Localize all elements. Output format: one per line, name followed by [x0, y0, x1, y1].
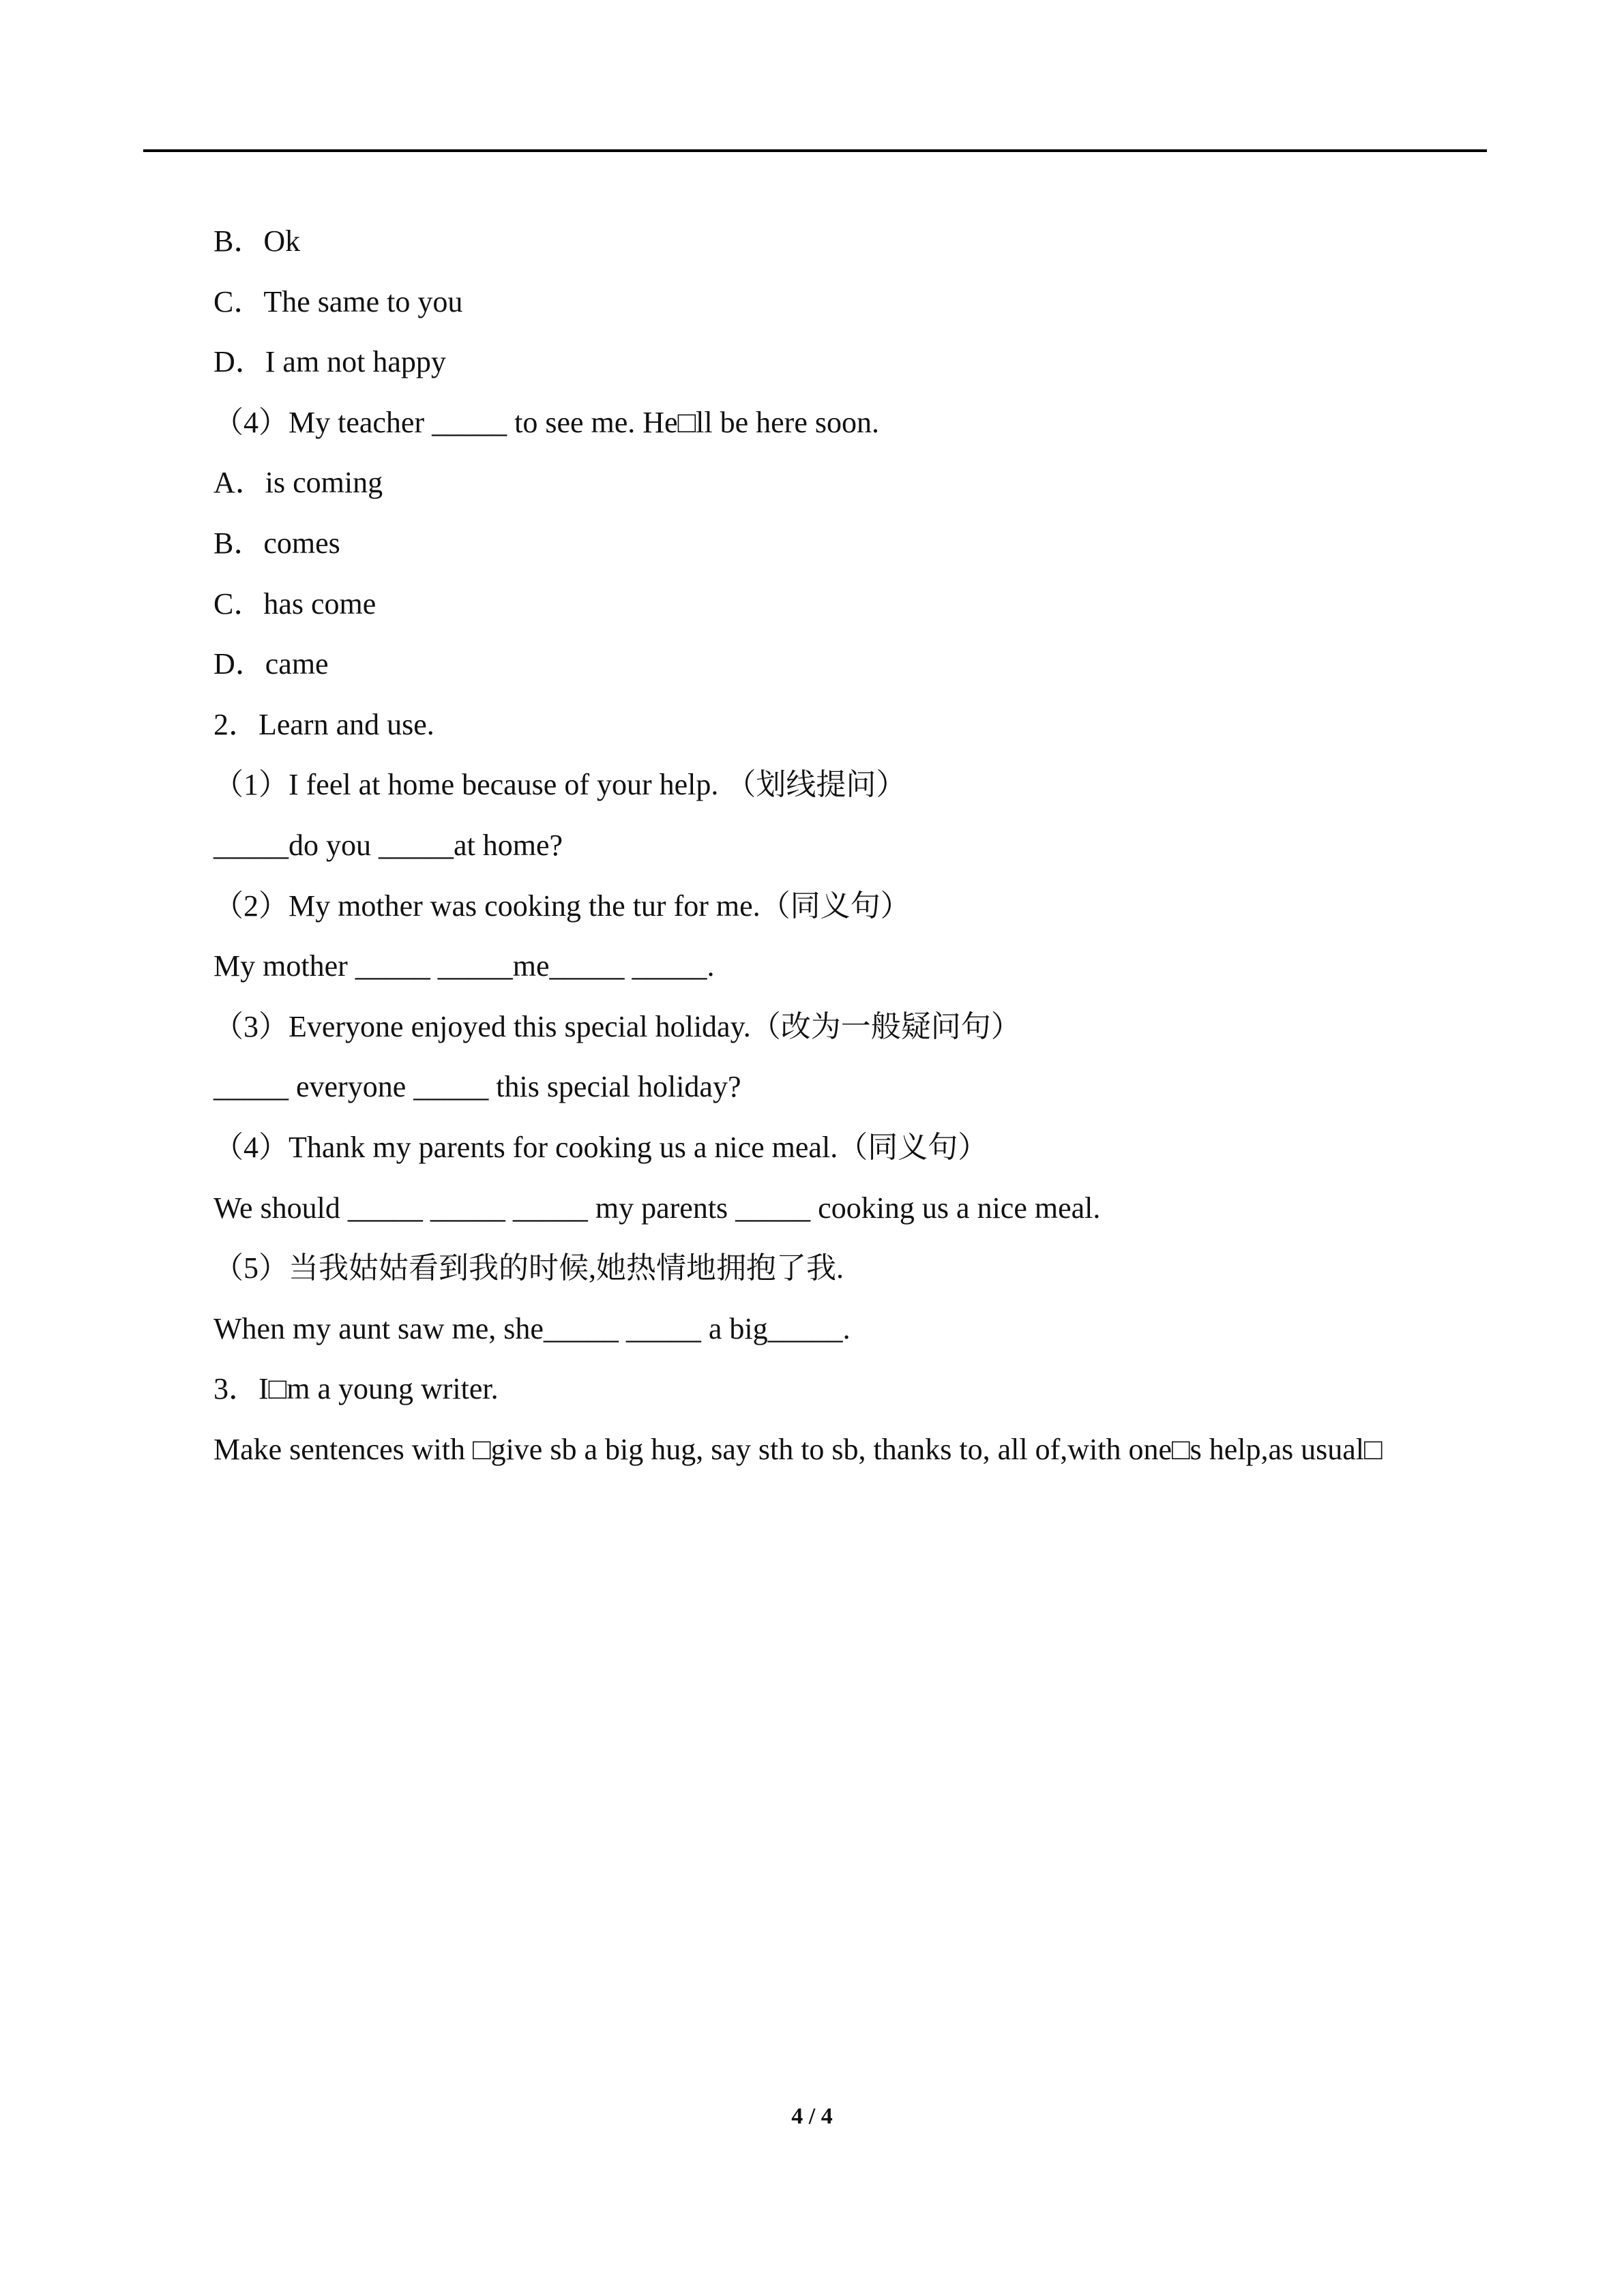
- item-4-answer: We should _____ _____ _____ my parents _____ cooking us a nice meal.: [213, 1191, 1101, 1225]
- item-5-answer: When my aunt saw me, she_____ _____ a big_____.: [213, 1311, 851, 1345]
- item-1-prompt: （1）I feel at home because of your help. （划线提问）: [213, 768, 906, 802]
- section-2-heading: 2．Learn and use.: [213, 707, 434, 741]
- section-3-instruction: Make sentences with □give sb a big hug, say sth to sb, thanks to, all of,with one□s help,as usual□: [213, 1432, 1383, 1466]
- item-4-prompt: （4）Thank my parents for cooking us a nice meal.（同义句）: [213, 1130, 988, 1164]
- item-2-answer: My mother _____ _____me_____ _____.: [213, 949, 715, 983]
- header-rule: [143, 149, 1487, 152]
- item-5-prompt: （5）当我姑姑看到我的时候,她热情地拥抱了我.: [213, 1251, 844, 1285]
- option-a-is-coming: A．is coming: [213, 466, 383, 500]
- question-4-teacher: （4）My teacher _____ to see me. He□ll be here soon.: [213, 405, 879, 439]
- item-3-answer: _____ everyone _____ this special holiday?: [213, 1070, 741, 1104]
- section-3-heading: 3．I□m a young writer.: [213, 1372, 499, 1406]
- item-2-prompt: （2）My mother was cooking the tur for me.（同义句）: [213, 889, 911, 923]
- item-1-answer: _____do you _____at home?: [213, 828, 563, 862]
- worksheet-content: [213, 211, 1489, 1480]
- page-number: 4 / 4: [791, 2104, 833, 2129]
- option-b-ok: B．Ok: [213, 224, 301, 258]
- option-c-has-come: C．has come: [213, 586, 377, 621]
- option-d-not-happy: D．I am not happy: [213, 345, 446, 379]
- option-d-came: D．came: [213, 647, 329, 681]
- option-b-comes: B．comes: [213, 526, 340, 560]
- item-3-prompt: （3）Everyone enjoyed this special holiday.（改为一般疑问句）: [213, 1009, 1021, 1043]
- option-c-same: C．The same to you: [213, 284, 463, 318]
